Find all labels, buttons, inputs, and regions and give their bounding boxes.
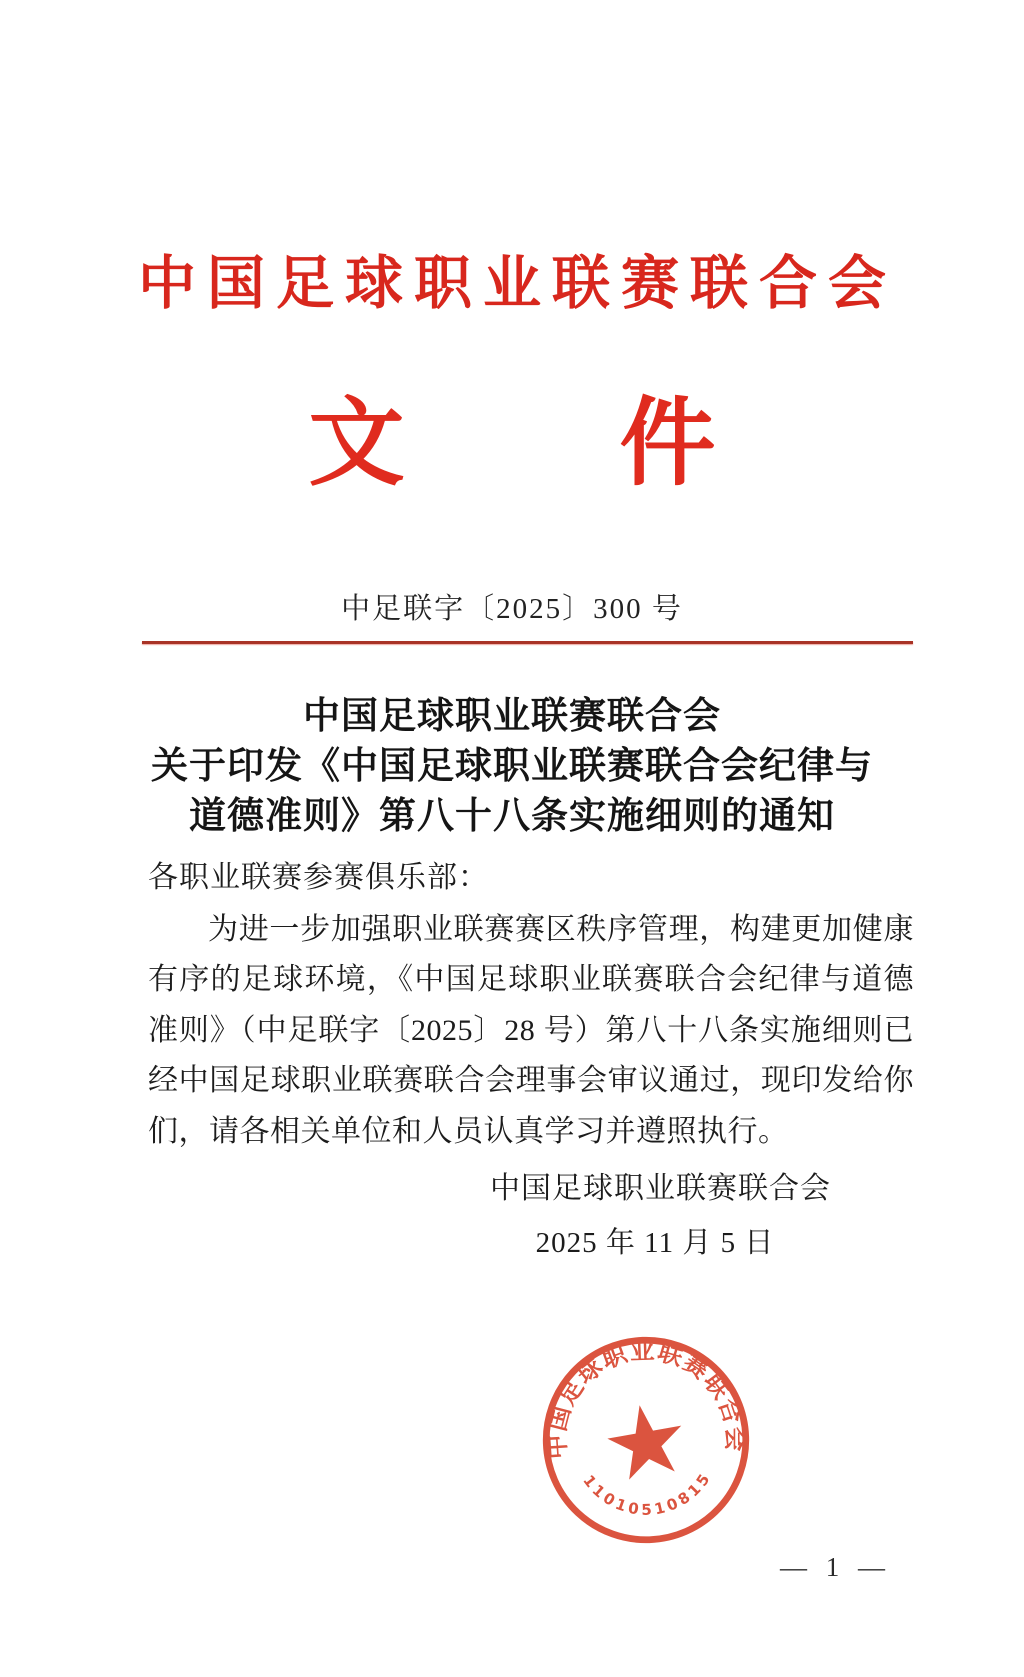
title-line-3: 道德准则》第八十八条实施细则的通知 <box>189 795 835 837</box>
document-page <box>0 252 1024 1677</box>
closing-block <box>490 1169 831 1262</box>
title-line-2: 关于印发《中国足球职业联赛联合会纪律与 <box>151 745 873 787</box>
document-title <box>0 692 1024 842</box>
doc-number: 中足联字〔2025〕300 号 <box>341 592 683 625</box>
star-icon <box>603 1399 689 1482</box>
doc-type-heading <box>0 389 1024 497</box>
doc-type-char-jian: 件 <box>619 389 716 497</box>
title-line-1: 中国足球职业联赛联合会 <box>303 695 721 737</box>
doc-type-char-wen: 文 <box>308 389 405 497</box>
official-seal <box>536 1330 755 1549</box>
seal-code-text: 11010510815 <box>579 1467 716 1519</box>
svg-text:11010510815 <box>579 1467 717 1521</box>
signature-org: 中国足球职业联赛联合会 <box>490 1172 831 1206</box>
salutation: 各职业联赛参赛俱乐部： <box>148 860 489 894</box>
signature-date: 2025 年 11 月 5 日 <box>535 1227 775 1260</box>
seal-arc-text: 中国足球职业联赛联合会 <box>543 1337 749 1460</box>
red-divider-line <box>142 641 913 644</box>
body-paragraph: 为进一步加强职业联赛赛区秩序管理，构建更加健康有序的足球环境，《中国足球职业联赛联合会纪律与道德准则》（中足联字〔2025〕28 号）第八十八条实施细则已经中国足球职业联赛联合会理事会审议通过，现印发给你们，请各相关单位和人员认真学习并遵照执行。 <box>148 912 914 1148</box>
letterhead-org-name: 中国足球职业联赛联合会 <box>137 251 897 316</box>
page-number: — 1 — <box>780 1552 891 1582</box>
